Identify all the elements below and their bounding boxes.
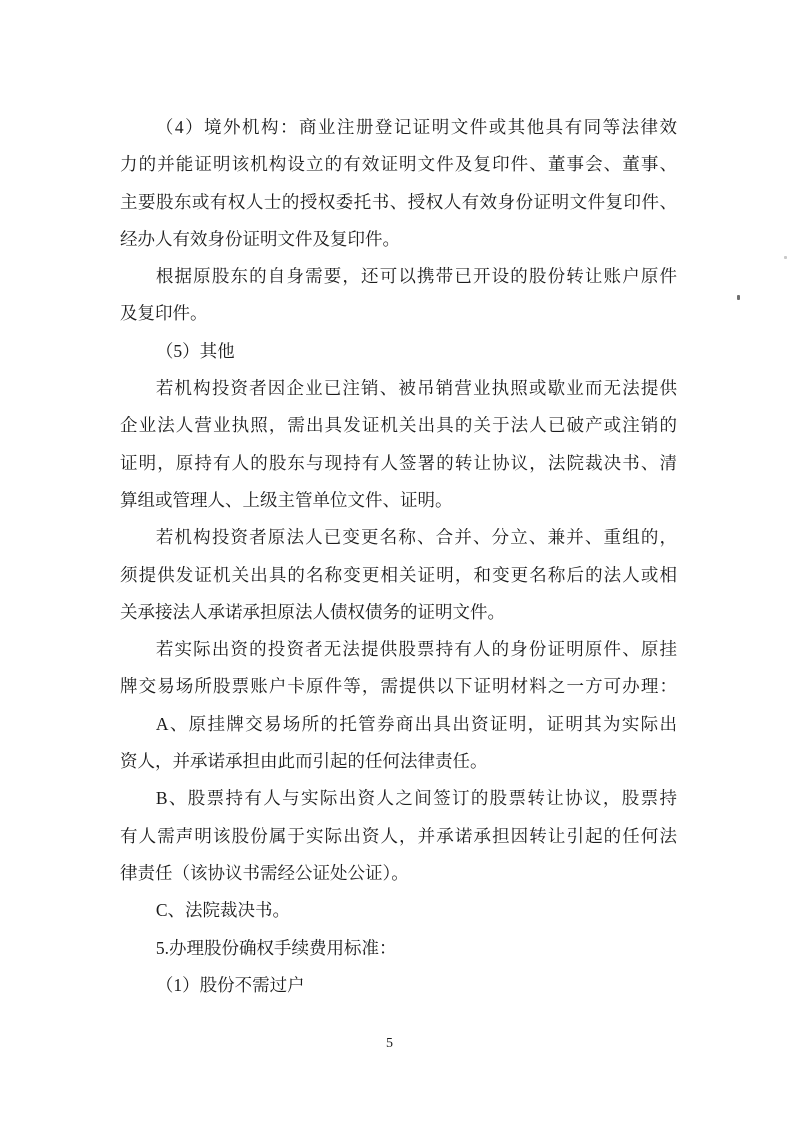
text-line: （1）股份不需过户 xyxy=(155,974,305,995)
text-line: C、法院裁决书。 xyxy=(155,900,291,921)
text-line: （5）其他 xyxy=(155,340,235,361)
text-line: 须提供发证机关出具的名称变更相关证明，和变更名称后的法人或相 xyxy=(120,564,677,585)
text-line: 证明，原持有人的股东与现持有人签署的转让协议，法院裁决书、清 xyxy=(120,452,677,473)
text-line: 经办人有效身份证明文件及复印件。 xyxy=(120,228,400,249)
text-line: 主要股东或有权人士的授权委托书、授权人有效身份证明文件复印件、 xyxy=(120,191,677,212)
text-line: 资人，并承诺承担由此而引起的任何法律责任。 xyxy=(120,751,488,772)
text-line: A、原挂牌交易场所的托管券商出具出资证明，证明其为实际出 xyxy=(155,713,677,734)
text-line: 律责任（该协议书需经公证处公证）。 xyxy=(120,862,409,883)
text-line: B、股票持有人与实际出资人之间签订的股票转让协议，股票持 xyxy=(155,788,677,809)
text-line: 企业法人营业执照，需出具发证机关出具的关于法人已破产或注销的 xyxy=(120,415,677,436)
document-body xyxy=(120,109,677,1004)
page-number: 5 xyxy=(386,1036,393,1051)
text-line: 及复印件。 xyxy=(120,303,208,324)
text-line: 根据原股东的自身需要，还可以携带已开设的股份转让账户原件 xyxy=(155,266,677,287)
text-line: 若机构投资者因企业已注销、被吊销营业执照或歇业而无法提供 xyxy=(155,378,677,399)
text-line: 5.办理股份确权手续费用标准： xyxy=(155,937,397,958)
text-line: 若机构投资者原法人已变更名称、合并、分立、兼并、重组的， xyxy=(155,527,677,548)
scan-artifact-speck xyxy=(737,295,740,300)
text-line: 有人需声明该股份属于实际出资人，并承诺承担因转让引起的任何法 xyxy=(120,825,677,846)
text-line: 算组或管理人、上级主管单位文件、证明。 xyxy=(120,489,453,510)
text-line: 若实际出资的投资者无法提供股票持有人的身份证明原件、原挂 xyxy=(155,639,677,660)
text-line: 关承接法人承诺承担原法人债权债务的证明文件。 xyxy=(120,601,505,622)
scan-artifact-speck xyxy=(784,256,787,259)
text-line: 牌交易场所股票账户卡原件等，需提供以下证明材料之一方可办理： xyxy=(120,676,677,697)
text-line: （4）境外机构：商业注册登记证明文件或其他具有同等法律效 xyxy=(155,117,677,137)
text-line: 力的并能证明该机构设立的有效证明文件及复印件、董事会、董事、 xyxy=(120,154,677,175)
